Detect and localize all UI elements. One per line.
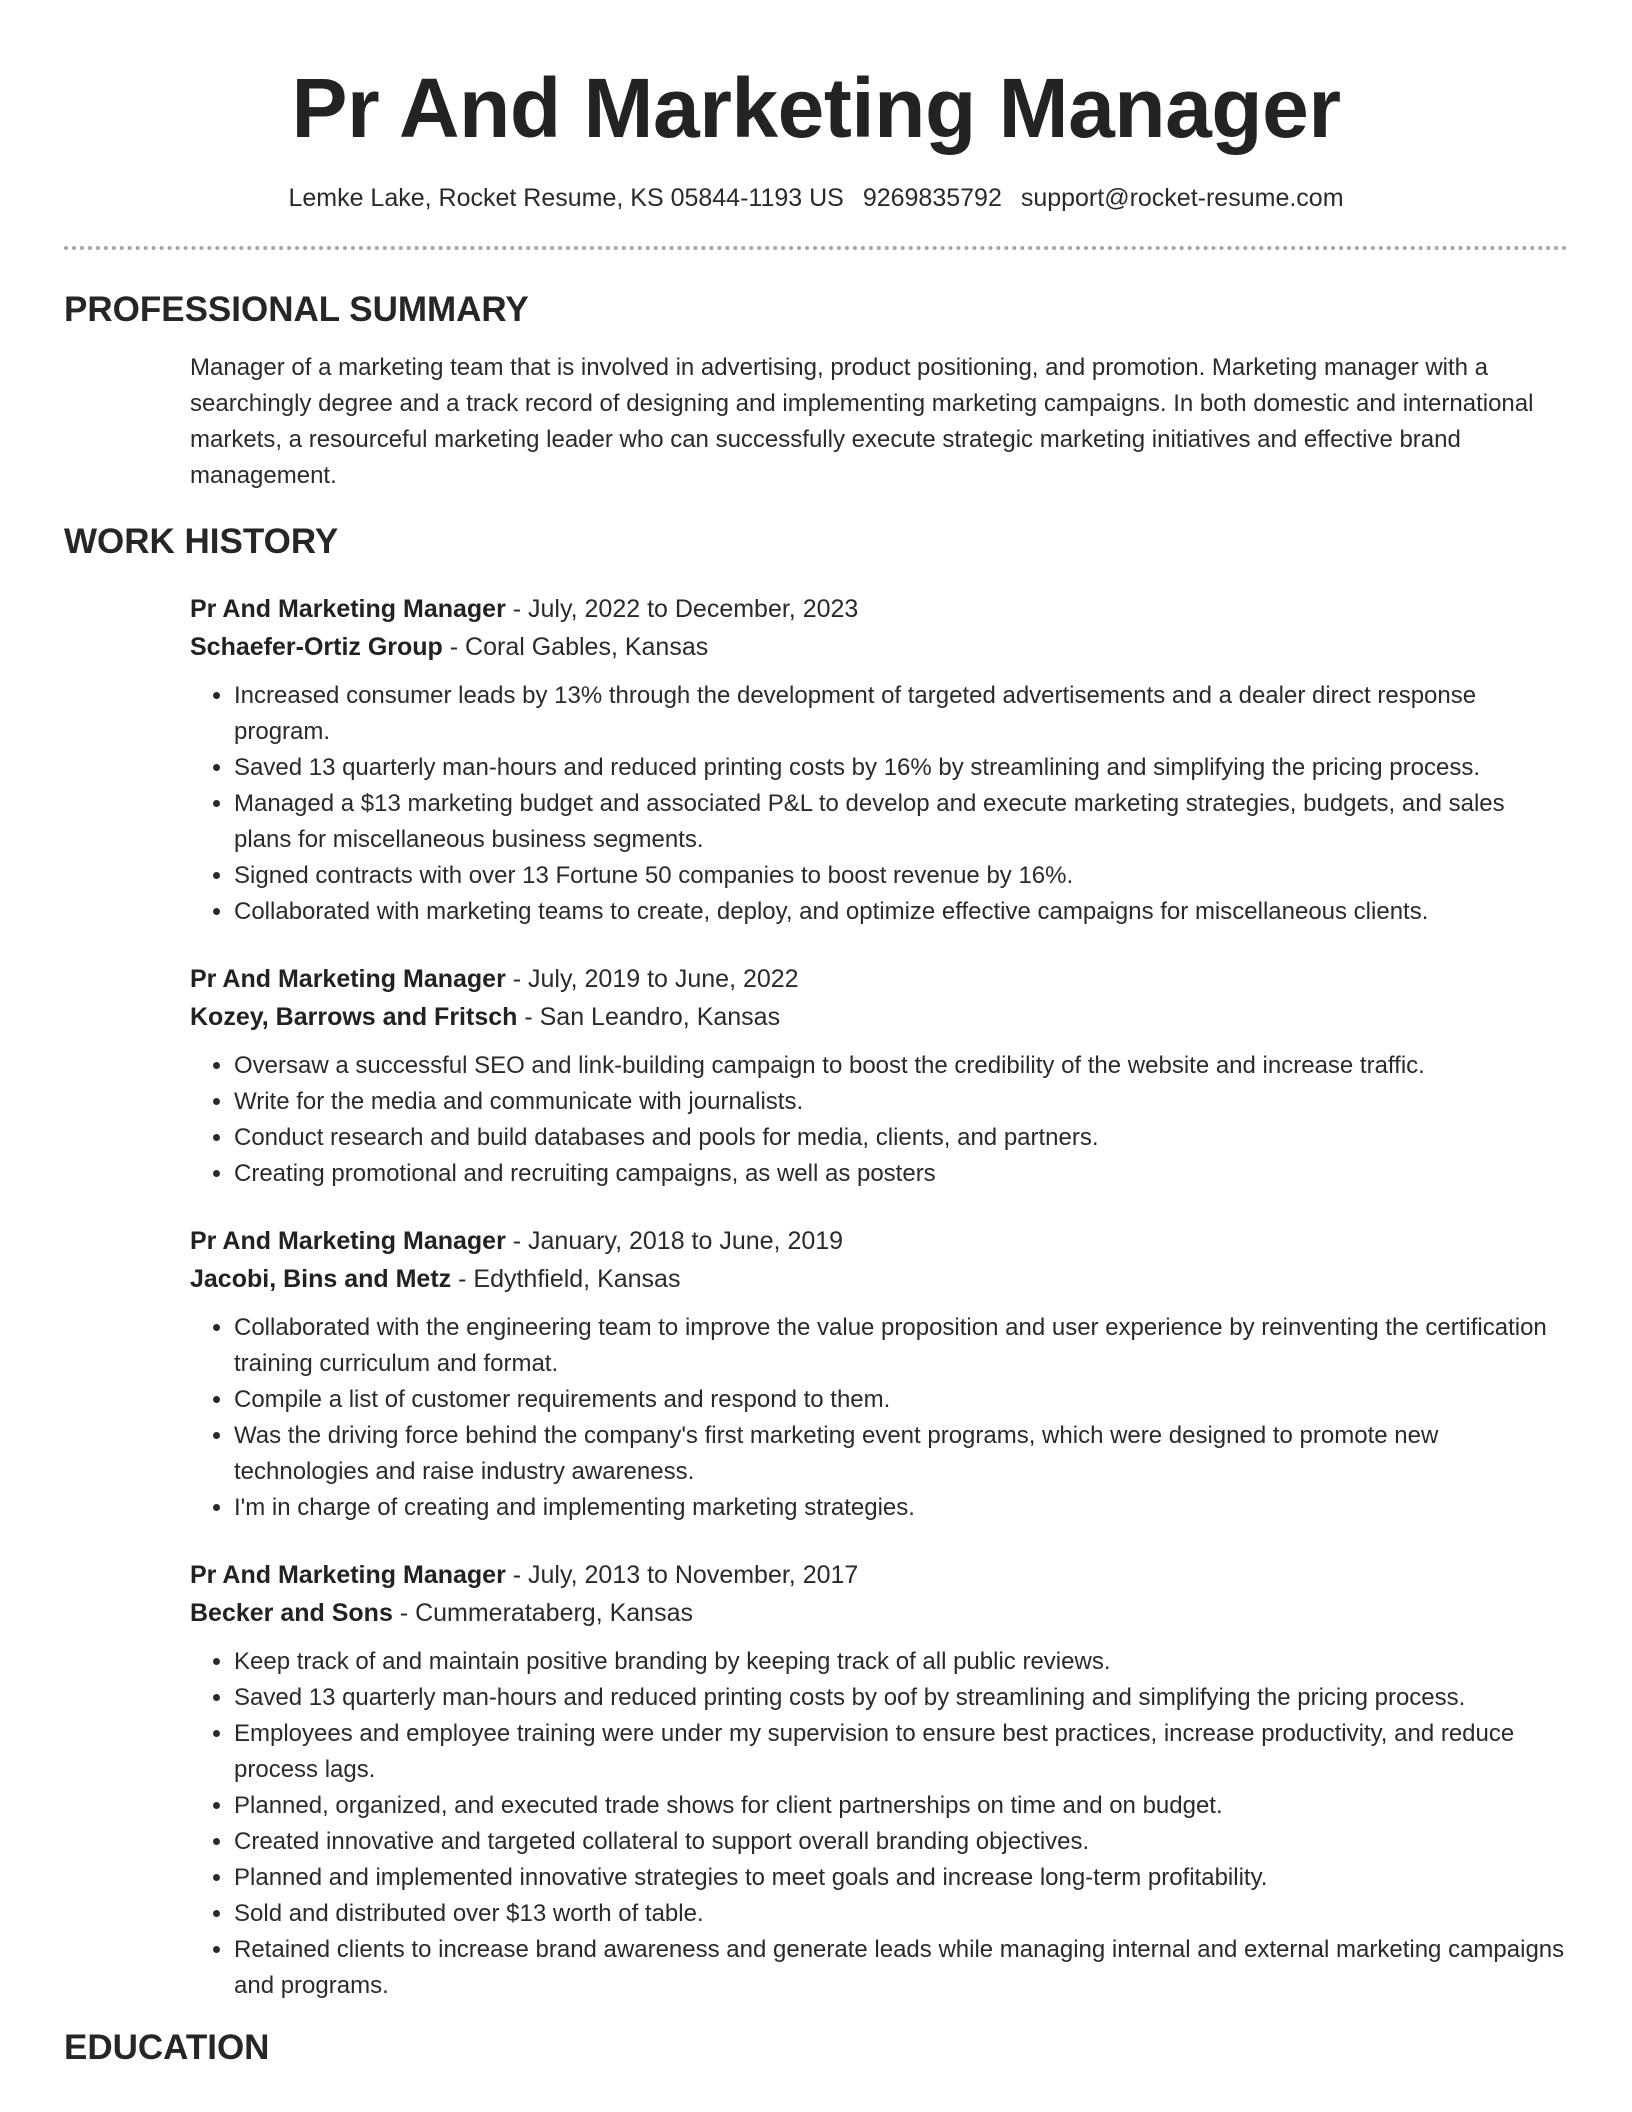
job-bullets	[190, 678, 1568, 930]
job-role: Pr And Marketing Manager	[190, 595, 506, 623]
job-bullet: • Collaborated with marketing teams to create, deploy, and optimize effective campaigns for miscellaneous clients.	[234, 894, 1568, 930]
job-bullet: • Conduct research and build databases and pools for media, clients, and partners.	[234, 1120, 1568, 1156]
job-bullet: • Collaborated with the engineering team to improve the value proposition and user experience by reinventing the certification training curriculum and format.	[234, 1310, 1568, 1382]
resume-name: Pr And Marketing Manager	[291, 61, 1341, 155]
job-dates: - July, 2013 to November, 2017	[505, 1561, 859, 1589]
job-dates: - July, 2019 to June, 2022	[505, 965, 799, 993]
section-title-education: EDUCATION	[64, 2028, 270, 2067]
job-role: Pr And Marketing Manager	[190, 965, 506, 993]
job-title-line	[190, 590, 1568, 628]
job-company-line	[190, 1594, 1568, 1632]
job-company: Schaefer-Ortiz Group	[190, 633, 443, 661]
job-bullet: • Write for the media and communicate with journalists.	[234, 1084, 1568, 1120]
job-title-line	[190, 960, 1568, 998]
job-entry	[190, 960, 1568, 1192]
job-location: - Cummerataberg, Kansas	[392, 1599, 693, 1627]
section-title-work-history: WORK HISTORY	[64, 522, 339, 561]
job-bullet: • Saved 13 quarterly man-hours and reduced printing costs by 16% by streamlining and simplifying the pricing process.	[234, 750, 1568, 786]
job-bullet: • Retained clients to increase brand awareness and generate leads while managing internal and external marketing campaigns and programs.	[234, 1932, 1568, 2004]
job-bullet: • Compile a list of customer requirements and respond to them.	[234, 1382, 1568, 1418]
job-entry	[190, 1222, 1568, 1526]
job-bullet: • Planned, organized, and executed trade shows for client partnerships on time and on budget.	[234, 1788, 1568, 1824]
job-bullets	[190, 1644, 1568, 2004]
job-company: Kozey, Barrows and Fritsch	[190, 1003, 518, 1031]
job-entry	[190, 1556, 1568, 2004]
job-bullet: • Increased consumer leads by 13% through the development of targeted advertisements and a dealer direct response program.	[234, 678, 1568, 750]
job-bullet: • I'm in charge of creating and implementing marketing strategies.	[234, 1490, 1568, 1526]
job-company-line	[190, 998, 1568, 1036]
job-company: Becker and Sons	[190, 1599, 393, 1627]
job-bullet: • Keep track of and maintain positive branding by keeping track of all public reviews.	[234, 1644, 1568, 1680]
job-title-line	[190, 1556, 1568, 1594]
job-bullet: • Employees and employee training were under my supervision to ensure best practices, increase productivity, and reduce process lags.	[234, 1716, 1568, 1788]
job-bullet: • Creating promotional and recruiting campaigns, as well as posters	[234, 1156, 1568, 1192]
job-bullet: • Was the driving force behind the company's first marketing event programs, which were designed to promote new technologies and raise industry awareness.	[234, 1418, 1568, 1490]
summary-text: Manager of a marketing team that is involved in advertising, product positioning, and promotion. Marketing manager with a searchingly degree and a track record of designing and implementing marketing campaigns. In both domestic and international markets, a resourceful marketing leader who can successfully execute strategic marketing initiatives and effective brand management.	[190, 354, 1534, 489]
work-history-list	[64, 590, 1568, 2004]
contact-address: Lemke Lake, Rocket Resume, KS 05844-1193 US	[288, 184, 844, 212]
job-company-line	[190, 1260, 1568, 1298]
job-bullet: • Created innovative and targeted collateral to support overall branding objectives.	[234, 1824, 1568, 1860]
job-location: - Edythfield, Kansas	[451, 1265, 681, 1293]
job-bullets	[190, 1048, 1568, 1192]
contact-phone: 9269835792	[862, 184, 1002, 212]
job-location: - Coral Gables, Kansas	[442, 633, 709, 661]
contact-line	[64, 182, 1568, 214]
job-company-line	[190, 628, 1568, 666]
job-dates: - July, 2022 to December, 2023	[505, 595, 859, 623]
job-bullet: • Oversaw a successful SEO and link-building campaign to boost the credibility of the website and increase traffic.	[234, 1048, 1568, 1084]
section-title-summary: PROFESSIONAL SUMMARY	[64, 290, 529, 329]
job-role: Pr And Marketing Manager	[190, 1227, 506, 1255]
contact-email: support@rocket-resume.com	[1020, 184, 1344, 212]
job-bullet: • Sold and distributed over $13 worth of table.	[234, 1896, 1568, 1932]
job-bullet: • Planned and implemented innovative strategies to meet goals and increase long-term profitability.	[234, 1860, 1568, 1896]
job-title-line	[190, 1222, 1568, 1260]
header-divider	[64, 246, 1568, 250]
job-bullet: • Saved 13 quarterly man-hours and reduced printing costs by oof by streamlining and simplifying the pricing process.	[234, 1680, 1568, 1716]
job-location: - San Leandro, Kansas	[517, 1003, 781, 1031]
job-dates: - January, 2018 to June, 2019	[505, 1227, 844, 1255]
job-bullet: • Signed contracts with over 13 Fortune 50 companies to boost revenue by 16%.	[234, 858, 1568, 894]
job-bullet: • Managed a $13 marketing budget and associated P&L to develop and execute marketing strategies, budgets, and sales plans for miscellaneous business segments.	[234, 786, 1568, 858]
job-entry	[190, 590, 1568, 930]
job-role: Pr And Marketing Manager	[190, 1561, 506, 1589]
job-company: Jacobi, Bins and Metz	[190, 1265, 452, 1293]
job-bullets	[190, 1310, 1568, 1526]
